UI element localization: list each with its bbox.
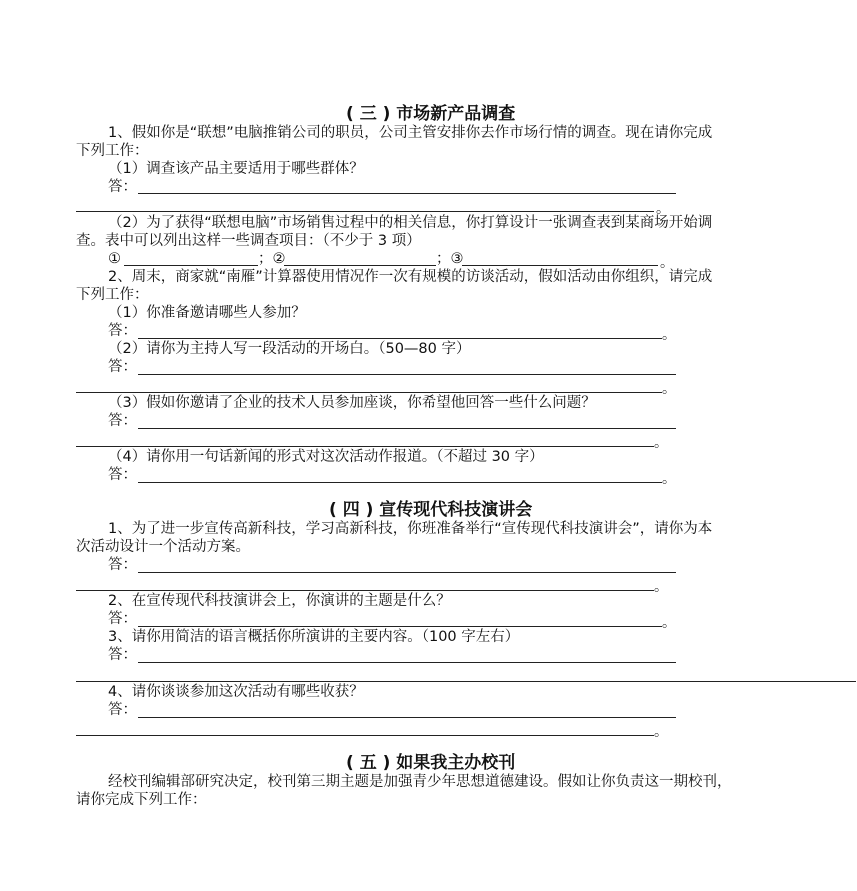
answer-line[interactable] — [76, 681, 856, 682]
answer-line[interactable] — [76, 446, 654, 447]
section-4-title: ( 四 ) 宣传现代科技演讲会 — [329, 500, 533, 520]
s3-q1-sub2-cont: 查。表中可以列出这样一些调查项目：（不少于 3 项） — [76, 233, 421, 249]
answer-line[interactable] — [138, 374, 676, 375]
answer-line[interactable] — [138, 717, 676, 718]
answer-line[interactable] — [76, 392, 662, 393]
survey-item-blank-1[interactable] — [124, 265, 258, 266]
section-3-title: ( 三 ) 市场新产品调查 — [346, 104, 516, 124]
s3-q2-sub1: （1）你准备邀请哪些人参加？ — [108, 305, 306, 321]
s3-q2-sub3: （3）假如你邀请了企业的技术人员参加座谈，你希望他回答一些什么问题？ — [108, 395, 596, 411]
period-mark: 。 — [654, 724, 668, 740]
answer-line[interactable] — [138, 662, 676, 663]
answer-line[interactable] — [76, 735, 654, 736]
answer-line[interactable] — [76, 211, 654, 212]
s5-intro-cont: 请你完成下列工作： — [76, 792, 207, 808]
period-mark: 。 — [662, 381, 676, 397]
s3-q2-text: 2、周末，商家就“南雁”计算器使用情况作一次有规模的访谈活动，假如活动由你组织，请完成 — [108, 269, 713, 285]
answer-label: 答： — [108, 179, 137, 195]
s3-q2-sub4: （4）请你用一句话新闻的形式对这次活动作报道。（不超过 30 字） — [108, 449, 544, 465]
answer-label: 答： — [108, 359, 137, 375]
answer-line[interactable] — [138, 482, 662, 483]
section-5-title: ( 五 ) 如果我主办校刊 — [346, 753, 516, 773]
period-mark: 。 — [662, 615, 676, 631]
s3-q1-text-cont: 下列工作： — [76, 143, 149, 159]
s3-q1-sub2: （2）为了获得“联想电脑”市场销售过程中的相关信息，你打算设计一张调查表到某商场开始调 — [108, 215, 713, 231]
period-mark: 。 — [654, 579, 668, 595]
answer-line[interactable] — [138, 193, 676, 194]
s3-q1-text: 1、假如你是“联想”电脑推销公司的职员，公司主管安排你去作市场行情的调查。现在请你完成 — [108, 125, 713, 141]
s3-q2-text-cont: 下列工作： — [76, 287, 149, 303]
answer-label: 答： — [108, 323, 137, 339]
s5-intro: 经校刊编辑部研究决定，校刊第三期主题是加强青少年思想道德建设。假如让你负责这一期校刊， — [108, 774, 732, 790]
period-mark: 。 — [654, 435, 668, 451]
answer-label: 答： — [108, 467, 137, 483]
answer-line[interactable] — [138, 428, 676, 429]
period-mark: 。 — [656, 201, 670, 217]
answer-line[interactable] — [76, 590, 654, 591]
period-mark: 。 — [662, 327, 676, 343]
s4-q2-text: 2、在宣传现代科技演讲会上，你演讲的主题是什么？ — [108, 593, 451, 609]
survey-item-blank-3[interactable] — [462, 265, 658, 266]
blank-mark-3: ；③ — [436, 251, 464, 267]
period-mark: 。 — [662, 471, 676, 487]
period-mark: 。 — [660, 255, 674, 271]
answer-label: 答： — [108, 702, 137, 718]
s4-q1-text-cont: 次活动设计一个活动方案。 — [76, 539, 250, 555]
survey-item-blank-2[interactable] — [284, 265, 436, 266]
answer-label: 答： — [108, 611, 137, 627]
answer-line[interactable] — [138, 572, 676, 573]
s4-q4-text: 4、请你谈谈参加这次活动有哪些收获？ — [108, 684, 364, 700]
blank-mark-2: ；② — [258, 251, 286, 267]
answer-label: 答： — [108, 557, 137, 573]
s4-q1-text: 1、为了进一步宣传高新科技，学习高新科技，你班准备举行“宣传现代科技演讲会”，请你为本 — [108, 521, 713, 537]
blank-mark-1: ① — [108, 251, 121, 267]
answer-line[interactable] — [138, 338, 662, 339]
answer-line[interactable] — [138, 626, 662, 627]
s3-q1-sub1: （1）调查该产品主要适用于哪些群体？ — [108, 161, 364, 177]
answer-label: 答： — [108, 647, 137, 663]
s4-q3-text: 3、请你用简洁的语言概括你所演讲的主要内容。（100 字左右） — [108, 629, 520, 645]
answer-label: 答： — [108, 413, 137, 429]
s3-q2-sub2: （2）请你为主持人写一段活动的开场白。（50—80 字） — [108, 341, 471, 357]
